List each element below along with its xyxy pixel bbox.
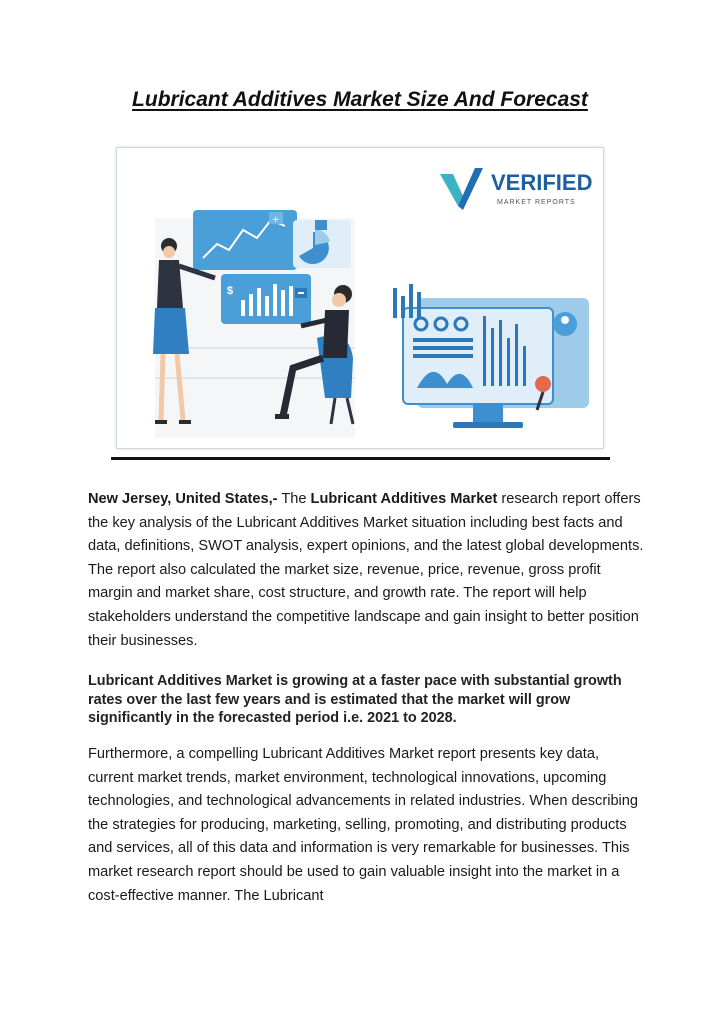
intro-the: The: [277, 491, 311, 507]
page-title: Lubricant Additives Market Size And Forecast: [132, 88, 588, 111]
dollar-icon: $: [227, 285, 234, 297]
body-paragraph: Furthermore, a compelling Lubricant Additives Market report presents key data, current market trends, market environment, technological innovations, upcoming technologies, and technological advancements in related industries. When describing the strategies for producing, marketing, selling, promoting, and distributing products and services, all of this data and information is very remarkable for businesses. This market research report should be used to gain valuable insight into the market in a cost-effective manner. The Lubricant: [88, 746, 639, 904]
logo-v-right-icon: [458, 168, 483, 210]
market-analysis-illustration: [117, 148, 603, 448]
intro-paragraph: [88, 488, 648, 653]
dashboard-monitor: [393, 284, 589, 428]
market-name: Lubricant Additives Market: [310, 491, 498, 507]
location-label: New Jersey, United States,-: [88, 491, 278, 507]
svg-text:+: +: [272, 215, 280, 225]
logo-tagline: MARKET REPORTS: [497, 199, 576, 206]
growth-highlight: Lubricant Additives Market is growing at a faster pace with substantial growth rates over the last few years and is estimated that the market will grow significantly in the forecasted period i.e. 2021 to 2028.: [88, 673, 622, 726]
horizontal-divider: [111, 457, 610, 460]
logo-v-left-icon: [440, 174, 463, 206]
intro-body: research report offers the key analysis of the Lubricant Additives Market situation including best facts and data, definitions, SWOT analysis, expert opinions, and the latest global developments. The report also calculated the market size, revenue, price, revenue, gross profit margin and market share, cost structure, and growth rate. The report will help stakeholders understand the competitive landscape and gain insight to better position their businesses.: [88, 491, 644, 649]
logo-brand: VERIFIED: [491, 170, 593, 195]
hero-illustration: [116, 147, 604, 449]
verified-logo: [440, 168, 592, 210]
